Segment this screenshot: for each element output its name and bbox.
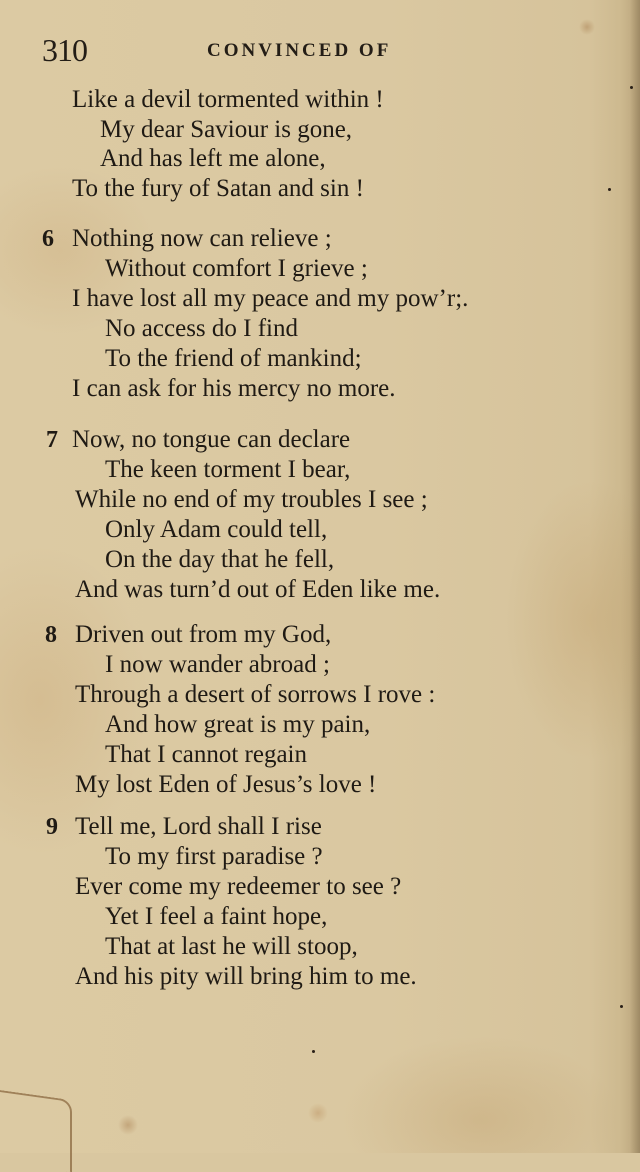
verse-line: Through a desert of sorrows I rove : <box>75 681 436 708</box>
verse-line: My lost Eden of Jesus’s love ! <box>75 771 377 798</box>
verse-line: To the friend of mankind; <box>105 345 362 372</box>
verse-line: Yet I feel a faint hope, <box>105 903 328 930</box>
verse-line: I have lost all my peace and my pow’r;. <box>72 285 469 312</box>
verse-line: I now wander abroad ; <box>105 651 330 678</box>
verse-line: Tell me, Lord shall I rise <box>75 813 322 840</box>
verse-line: Ever come my redeemer to see ? <box>75 873 402 900</box>
verse-line: While no end of my troubles I see ; <box>75 486 428 513</box>
stanza-number: 9 <box>46 814 58 840</box>
verse-line: And how great is my pain, <box>105 711 371 738</box>
verse-line: To my first paradise ? <box>105 843 323 870</box>
verse-line: That I cannot regain <box>105 741 307 768</box>
verse-line: And has left me alone, <box>100 145 326 172</box>
stanza-number: 7 <box>46 427 58 453</box>
verse-line: Only Adam could tell, <box>105 516 328 543</box>
page-gutter-shadow <box>630 0 640 1153</box>
verse-line: Driven out from my God, <box>75 621 332 648</box>
page-number: 310 <box>42 32 87 68</box>
verse-line: And was turn’d out of Eden like me. <box>75 576 441 603</box>
verse-line: That at last he will stoop, <box>105 933 358 960</box>
verse-line: To the fury of Satan and sin ! <box>72 175 364 202</box>
ink-speck <box>630 86 633 89</box>
stanza-number: 8 <box>45 622 57 648</box>
paper-crease <box>0 1090 72 1172</box>
running-head: CONVINCED OF <box>207 40 392 61</box>
verse-line: I can ask for his mercy no more. <box>72 375 396 402</box>
ink-speck <box>312 1050 315 1053</box>
ink-speck <box>620 1005 623 1008</box>
verse-line: And his pity will bring him to me. <box>75 963 417 990</box>
stanza-number: 6 <box>42 226 54 252</box>
verse-line: Like a devil tormented within ! <box>72 86 384 113</box>
verse-line: Without comfort I grieve ; <box>105 255 368 282</box>
page-header <box>42 30 580 80</box>
verse-line: Now, no tongue can declare <box>72 426 351 453</box>
verse-line: My dear Saviour is gone, <box>100 116 353 143</box>
verse-line: The keen torment I bear, <box>105 456 351 483</box>
verse-line: On the day that he fell, <box>105 546 335 573</box>
verse-line: No access do I find <box>105 315 298 342</box>
ink-speck <box>608 188 611 191</box>
verse-line: Nothing now can relieve ; <box>72 225 332 252</box>
